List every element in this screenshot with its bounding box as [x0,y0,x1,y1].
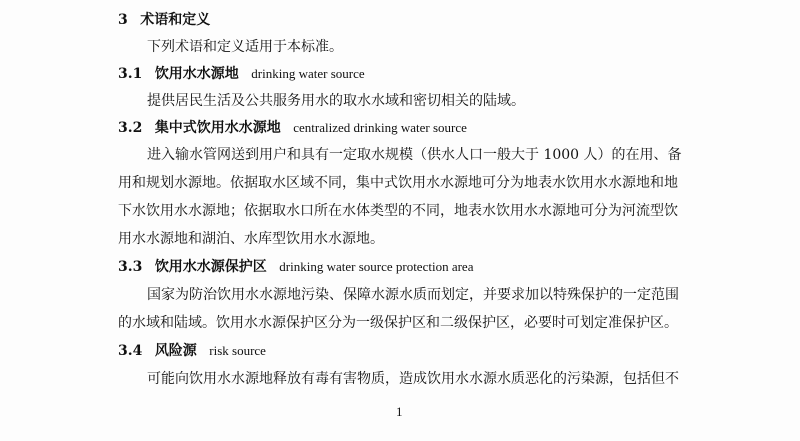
term-definition-line: 可能向饮用水水源地释放有毒有害物质，造成饮用水水源水质恶化的污染源，包括但不 [147,371,679,387]
term-title-cn: 饮用水水源地 [154,66,239,82]
term-number: 3.2 [118,120,143,136]
term-definition-line: 提供居民生活及公共服务用水的取水水域和密切相关的陆域。 [147,93,525,109]
term-heading-3-4 [118,341,266,361]
section-number: 3 [118,12,128,28]
term-definition-line: 下水饮用水水源地；依据取水口所在水体类型的不同，地表水饮用水水源地可分为河流型饮 [118,203,678,219]
term-title-en: centralized drinking water source [293,120,467,135]
term-number: 3.1 [118,66,143,82]
term-heading-3-3 [118,257,473,277]
page-number: 1 [396,404,403,419]
term-definition-line: 用和规划水源地。依据取水区域不同，集中式饮用水水源地可分为地表水饮用水水源地和地 [118,175,678,191]
term-definition-line: 用水水源地和湖泊、水库型饮用水水源地。 [118,231,384,247]
term-title-cn: 饮用水水源保护区 [154,259,267,275]
term-number: 3.4 [118,343,143,359]
term-number: 3.3 [118,259,143,275]
term-title-en: drinking water source [251,66,365,81]
term-title-cn: 集中式饮用水水源地 [154,120,281,136]
section-heading [118,10,210,30]
term-definition-line: 进入输水管网送到用户和具有一定取水规模（供水人口一般大于 1000 人）的在用、备 [147,147,682,163]
term-title-en: risk source [209,343,266,358]
term-definition-line: 的水域和陆域。饮用水水源保护区分为一级保护区和二级保护区，必要时可划定准保护区。 [118,315,678,331]
section-intro: 下列术语和定义适用于本标准。 [147,39,343,55]
term-heading-3-2 [118,118,467,138]
term-definition-line: 国家为防治饮用水水源地污染、保障水源水质而划定，并要求加以特殊保护的一定范围 [147,287,679,303]
term-title-cn: 风险源 [154,343,197,359]
term-heading-3-1 [118,64,365,84]
section-title: 术语和定义 [140,12,211,28]
term-title-en: drinking water source protection area [279,259,474,274]
